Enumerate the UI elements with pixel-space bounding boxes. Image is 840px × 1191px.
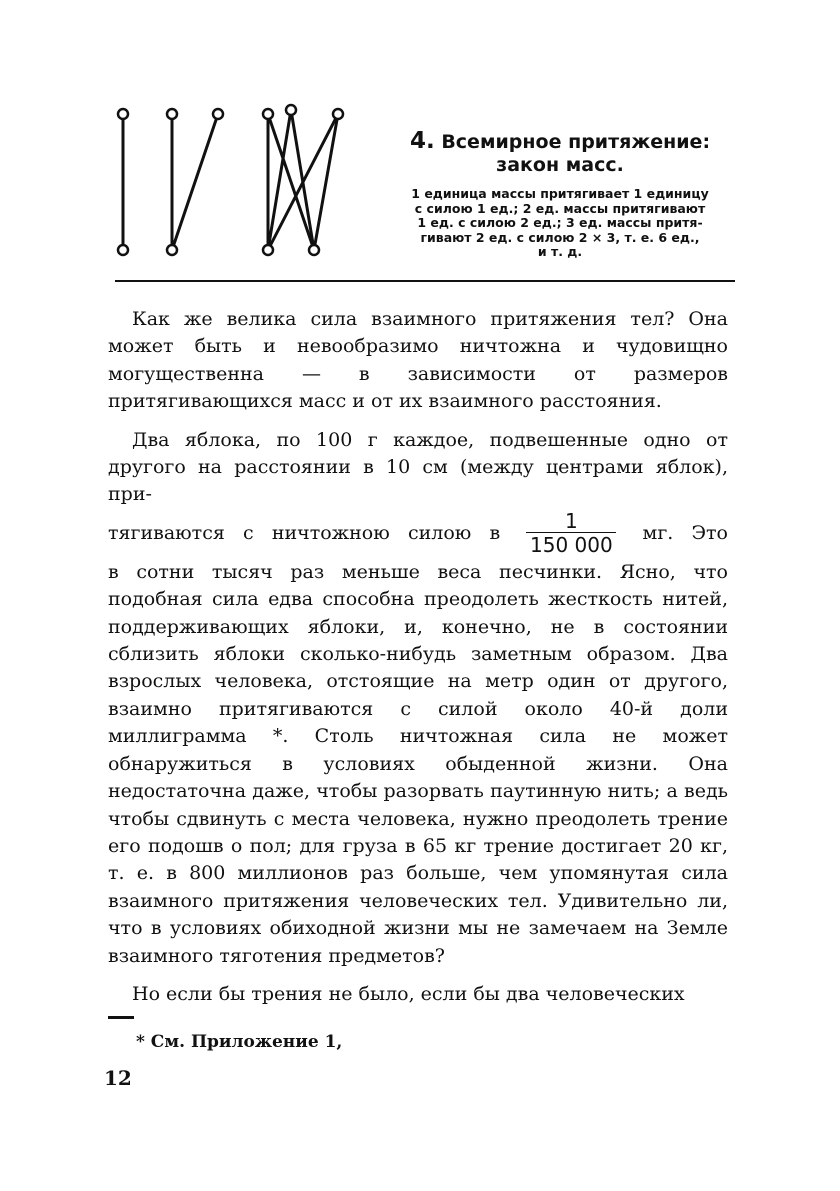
mass-attraction-figure [100,96,360,271]
caption-line: 1 ед. с силою 2 ед.; 3 ед. массы притя- [417,215,703,231]
fraction-line [108,509,728,559]
fraction-line-word: мг. [642,522,674,545]
fraction-line-word: ничтожною [271,522,390,545]
fraction-numerator: 1 [565,509,578,534]
paragraph-2a: Два яблока, по 100 г каждое, подвешенные одно от другого на расстоянии в 10 см (между центрами яблок), при- [108,428,728,506]
figure-caption [385,130,735,260]
paragraph-1: Как же велика сила взаимного притяжения тел? Она может быть и невообразимо ничтожна и чудовищно могущественна — в зависимости от размеров притягивающихся масс и от их взаимного расстояния. [108,308,728,413]
fraction-line-word: в [489,522,501,545]
paragraph-3: Но если бы трения не было, если бы два человеческих [132,982,685,1005]
header-divider [115,280,735,282]
body-text [108,306,728,1008]
caption-number: 4. [409,128,435,154]
caption-title [385,130,735,177]
fraction-line-word: силою [407,522,472,545]
caption-line: с силою 1 ед.; 2 ед. массы притягивают [414,200,706,216]
footnote-divider [108,1016,134,1019]
fraction-line-word: тягиваются [108,522,225,545]
fraction [526,510,616,557]
fraction-denominator: 150 000 [530,533,613,558]
caption-line: 1 единица массы притягивает 1 единицу [411,186,709,201]
fraction-line-word: с [243,522,254,545]
paragraph-2b: в сотни тысяч раз меньше веса песчинки. Ясно, что подобная сила едва способна преодолеть жесткость нитей, поддерживающих яблоки, и, конечно, не в состоянии сблизить яблоки сколько-нибудь заметным образом. Два взрослых человека, отстоящие на метр один от другого, взаимно притягиваются с силой около 40-й доли миллиграмма *. Столь ничтожная сила не может обнаружиться в условиях обыденной жизни. Она недостаточна даже, чтобы разорвать паутинную нить; а ведь чтобы сдвинуть с места человека, нужно преодолеть трение его подошв о пол; для груза в 65 кг трение достигает 20 кг, т. е. в 800 миллионов раз больше, чем упомянутая сила взаимного притяжения человеческих тел. Удивительно ли, что в условиях обиходной жизни мы не замечаем на Земле взаимного тяготения предметов? [108,560,728,967]
page-number: 12 [104,1066,132,1090]
caption-body [385,187,735,260]
fraction-line-word: Это [691,522,728,545]
footnote: * См. Приложение 1, [136,1032,343,1052]
caption-line: гивают 2 ед. с силою 2 × 3, т. е. 6 ед., [420,229,700,245]
caption-line: и т. д. [537,244,583,260]
caption-title-text: Всемирное притяжение: закон масс. [441,131,711,176]
